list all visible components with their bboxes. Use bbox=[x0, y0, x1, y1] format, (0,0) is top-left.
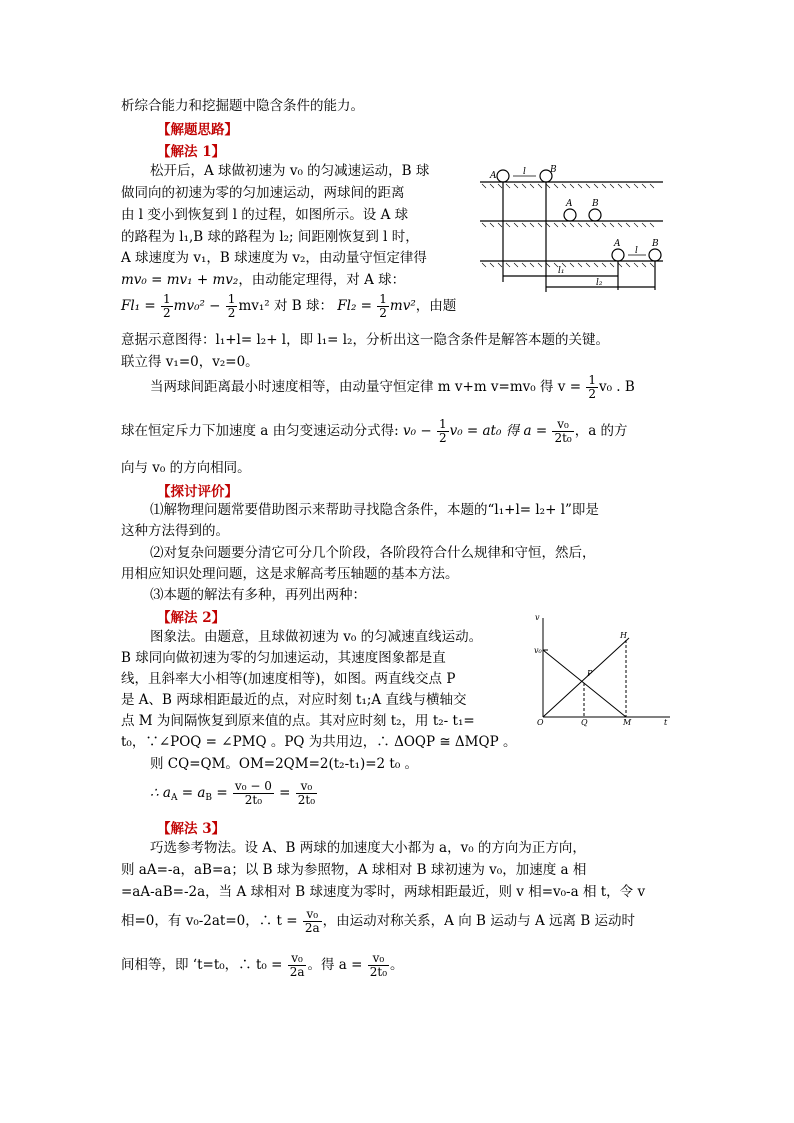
m2-line-5: 点 M 为间隔恢复到原来值的点。其对应时刻 t₂，用 t₂- t₁= bbox=[121, 713, 475, 729]
m1-line-12: 向与 v₀ 的方向相同。 bbox=[121, 460, 251, 476]
kinematics-lhs: v₀ − bbox=[402, 423, 432, 439]
fig1-label-B-mid: B bbox=[592, 199, 599, 209]
final-den: 2t₀ bbox=[369, 965, 388, 979]
point-P-label: P bbox=[587, 669, 593, 678]
fig1-label-l2: l₂ bbox=[596, 278, 603, 288]
m3-line-3: =aA-aB=-2a，当 A 球相对 B 球速度为零时，两球相距最近，则 v 相=v₀-a 相 t，令 v bbox=[121, 884, 646, 900]
time-den: 2a bbox=[304, 921, 320, 935]
eval-2b: 用相应知识处理问题，这是求解高考压轴题的基本方法。 bbox=[121, 566, 459, 582]
ball-track-figure bbox=[478, 162, 668, 297]
velocity-time-graph bbox=[534, 610, 674, 730]
final-accel-fraction bbox=[368, 952, 389, 979]
m3-line-4 bbox=[121, 906, 635, 936]
m2-line-2: B 球同向做初速为零的匀加速运动，其速度图象都是直 bbox=[121, 650, 446, 666]
heading-solution-idea: 【解题思路】 bbox=[157, 122, 238, 138]
origin-O-label: O bbox=[537, 718, 544, 727]
fig1-label-A: A bbox=[490, 171, 497, 181]
energy-b-lhs: Fl₂ = bbox=[337, 298, 372, 314]
accel-den: 2t₀ bbox=[554, 431, 572, 445]
m1-line-2: 做同向的初速为零的匀加速运动，两球间的距离 bbox=[121, 185, 405, 201]
heading-method-2: 【解法 2】 bbox=[157, 610, 226, 626]
aB: = a bbox=[181, 785, 206, 801]
half-fraction bbox=[377, 293, 389, 320]
eq-2: = bbox=[279, 785, 291, 801]
half-den: 2 bbox=[588, 387, 596, 401]
half-den: 2 bbox=[379, 306, 387, 320]
t0-den: 2a bbox=[289, 965, 305, 979]
half-num: 1 bbox=[227, 292, 236, 306]
m3-line-5 bbox=[121, 950, 404, 980]
time-num: v₀ bbox=[303, 908, 322, 922]
eval-1b: 这种方法得到的。 bbox=[121, 523, 229, 539]
accel-den-1: 2t₀ bbox=[244, 793, 263, 807]
t0-fraction bbox=[288, 952, 307, 979]
half-num: 1 bbox=[163, 292, 171, 306]
half-fraction bbox=[437, 418, 449, 445]
half-fraction bbox=[226, 293, 238, 320]
half-den: 2 bbox=[227, 306, 236, 320]
m2-line-4: 是 A、B 两球相距最近的点，对应时刻 t₁;A 直线与横轴交 bbox=[121, 692, 467, 708]
point-Q-label: Q bbox=[581, 718, 588, 727]
energy-b-rhs: mv² bbox=[389, 298, 416, 314]
fig1-label-l1: l₁ bbox=[558, 266, 565, 276]
m1-line-11-text: 球在恒定斥力下加速度 a 由匀变速运动分式得: bbox=[121, 423, 399, 439]
m1-line-8: 意据示意图得：l₁+l= l₂+ l，即 l₁= l₂，分析出这一隐含条件是解答本题的关键。 bbox=[121, 332, 609, 348]
fig1-label-l-bottom: l bbox=[635, 246, 638, 256]
m1-line-7 bbox=[121, 293, 456, 320]
fig1-label-A-bottom: A bbox=[614, 239, 621, 249]
accel-num-1: v₀ − 0 bbox=[234, 779, 272, 793]
accel-fraction-1 bbox=[233, 780, 274, 807]
eq-1: = bbox=[216, 785, 228, 801]
v0-label: v₀ bbox=[534, 646, 542, 655]
m2-line-3: 线，且斜率大小相等(加速度相等)，如图。两直线交点 P bbox=[121, 671, 456, 687]
point-M-label: M bbox=[623, 718, 632, 727]
m2-line-6: t₀，∵∠POQ = ∠PMQ 。PQ 为共用边，∴ ΔOQP ≅ ΔMQP 。 bbox=[121, 734, 517, 750]
eval-3: ⑶本题的解法有多种，再列出两种： bbox=[150, 587, 366, 603]
m1-line-11-end: ，a 的方 bbox=[574, 423, 628, 439]
accel-num: v₀ bbox=[552, 418, 573, 432]
t0-num: v₀ bbox=[288, 952, 307, 966]
energy-b-end: ，由题 bbox=[415, 298, 457, 314]
energy-a-lhs: Fl₁ = bbox=[121, 298, 156, 314]
m2-line-1: 图象法。由题意，且球做初速为 v₀ 的匀减速直线运动。 bbox=[150, 629, 483, 645]
half-num: 1 bbox=[379, 292, 387, 306]
kinematics-mid: v₀ = at₀ 得 a = bbox=[449, 423, 548, 439]
axis-v-label: v bbox=[535, 613, 540, 622]
time-fraction bbox=[303, 908, 322, 935]
accel-den-2: 2t₀ bbox=[297, 793, 316, 807]
m2-line-8 bbox=[150, 778, 318, 813]
accel-fraction-2 bbox=[296, 780, 317, 807]
half-fraction bbox=[586, 374, 598, 401]
accel-fraction bbox=[552, 418, 573, 445]
fig1-label-A-mid: A bbox=[566, 199, 573, 209]
m1-line-11 bbox=[121, 418, 628, 445]
m3-line-1: 巧选参考物法。设 A、B 两球的加速度大小都为 a，v₀ 的方向为正方向， bbox=[150, 840, 586, 856]
m3-line-5-mid: 。得 a = bbox=[307, 957, 363, 973]
half-fraction bbox=[161, 293, 173, 320]
m3-line-5-text: 间相等，即 ‘t=t₀，∴ t₀ = bbox=[121, 957, 283, 973]
eval-2a: ⑵对复杂问题要分清它可分几个阶段，各阶段符合什么规律和守恒，然后， bbox=[150, 545, 596, 561]
fig1-label-l-top: l bbox=[523, 167, 526, 177]
half-den: 2 bbox=[163, 306, 171, 320]
m1-line-10-end: v₀ . B bbox=[598, 379, 635, 395]
half-num: 1 bbox=[438, 417, 447, 431]
accel-num-2: v₀ bbox=[296, 780, 317, 794]
m1-line-10-text: 当两球间距离最小时速度相等，由动量守恒定律 m v+m v=mv₀ 得 v = bbox=[150, 379, 582, 395]
heading-evaluation: 【探讨评价】 bbox=[157, 484, 238, 500]
momentum-equation: mv₀ = mv₁ + mv₂ bbox=[121, 272, 239, 288]
intro-text: 析综合能力和挖掘题中隐含条件的能力。 bbox=[121, 98, 364, 114]
axis-t-label: t bbox=[664, 718, 668, 727]
half-den: 2 bbox=[438, 431, 447, 445]
fig1-label-B: B bbox=[550, 165, 557, 175]
m1-line-5: A 球速度为 v₁，B 球速度为 v₂，由动量守恒定律得 bbox=[121, 250, 427, 266]
final-num: v₀ bbox=[368, 952, 389, 966]
heading-method-1: 【解法 1】 bbox=[157, 144, 226, 160]
heading-method-3: 【解法 3】 bbox=[157, 821, 226, 837]
point-H-label: H bbox=[620, 631, 627, 640]
m1-line-1: 松开后，A 球做初速为 v₀ 的匀减速运动，B 球 bbox=[150, 163, 430, 179]
m1-line-6-rest: ，由动能定理得，对 A 球： bbox=[238, 272, 406, 288]
m1-line-10 bbox=[150, 374, 635, 401]
sub-B: B bbox=[205, 793, 213, 803]
m2-line-7: 则 CQ=QM。OM=2QM=2(t₂-t₁)=2 t₀ 。 bbox=[150, 756, 419, 772]
sub-A: A bbox=[170, 793, 178, 803]
fig1-label-B-bottom: B bbox=[652, 239, 659, 249]
m1-line-3: 由 l 变小到恢复到 l 的过程，如图所示。设 A 球 bbox=[121, 207, 409, 223]
eval-1a: ⑴解物理问题常要借助图示来帮助寻找隐含条件，本题的“l₁+l= l₂+ l”即是 bbox=[150, 502, 599, 518]
m3-line-2: 则 aA=-a，aB=a；以 B 球为参照物，A 球相对 B 球初速为 v₀，加速度 a 相 bbox=[121, 862, 587, 878]
m1-line-4: 的路程为 l₁,B 球的路程为 l₂; 间距刚恢复到 l 时， bbox=[121, 229, 419, 245]
energy-a-mid: mv₀² − bbox=[173, 298, 221, 314]
m3-line-4-end: ，由运动对称关系，A 向 B 运动与 A 远离 B 运动时 bbox=[322, 913, 636, 929]
m1-line-9: 联立得 v₁=0，v₂=0。 bbox=[121, 354, 259, 370]
aA: ∴ a bbox=[150, 785, 171, 801]
half-num: 1 bbox=[588, 373, 596, 387]
energy-a-end: mv₁² 对 B 球： bbox=[238, 298, 333, 314]
m3-line-5-end: 。 bbox=[390, 957, 404, 973]
m1-line-6 bbox=[121, 270, 405, 290]
m3-line-4-text: 相=0，有 v₀-2at=0，∴ t = bbox=[121, 913, 298, 929]
